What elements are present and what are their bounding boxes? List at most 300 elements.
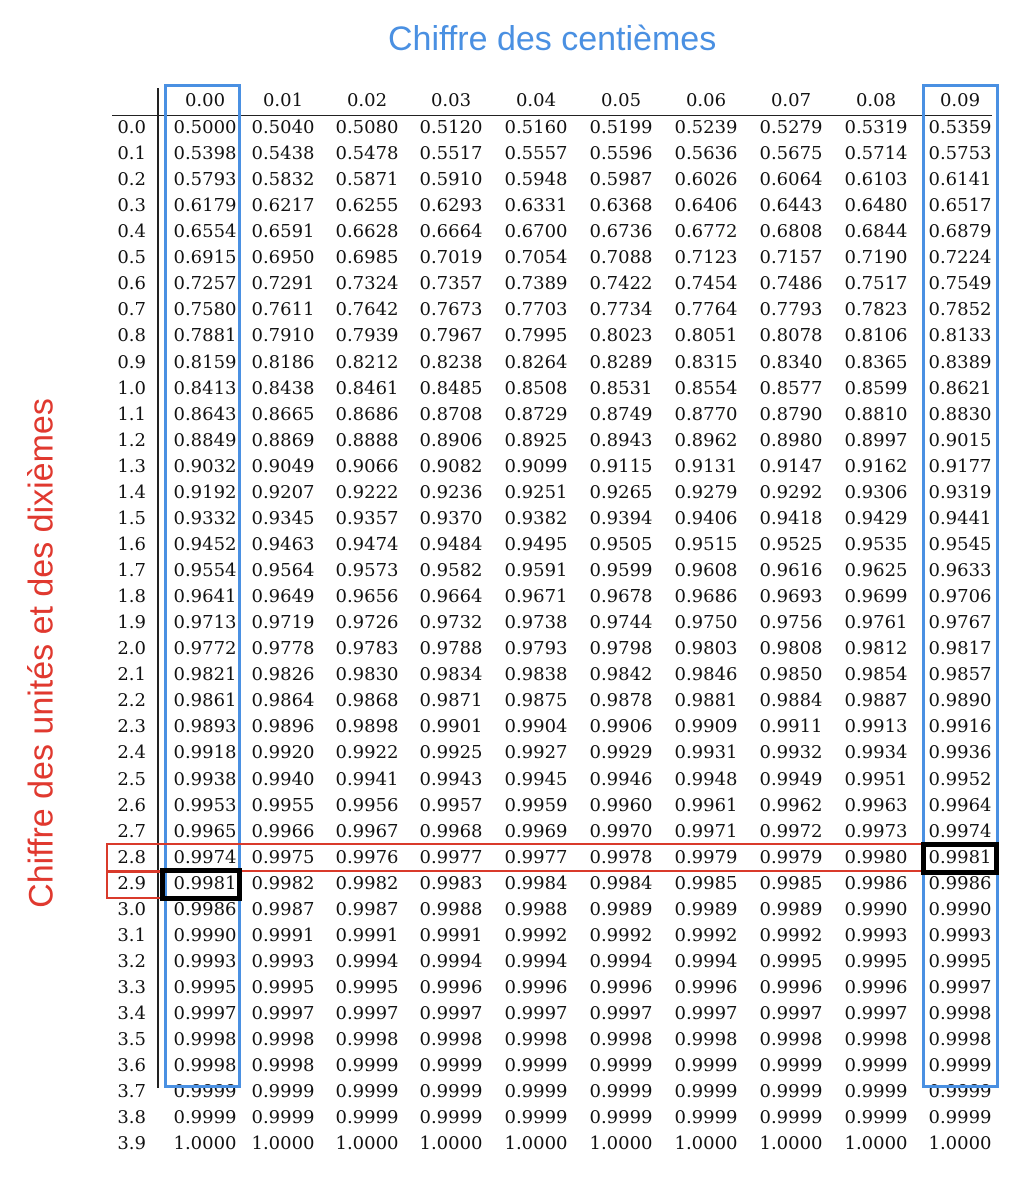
table-cell: 0.9991 [419, 924, 483, 946]
table-cell: 0.9999 [759, 1081, 823, 1103]
table-cell: 0.8389 [928, 351, 992, 373]
table-cell: 0.9998 [759, 1029, 823, 1051]
column-header: 0.07 [770, 90, 812, 111]
table-cell: 0.9793 [504, 638, 568, 660]
table-cell: 0.9961 [674, 794, 738, 816]
row-label: 1.9 [117, 612, 146, 634]
table-cell: 0.9564 [251, 560, 315, 582]
table-cell: 0.5120 [419, 117, 483, 138]
table-cell: 0.9959 [504, 794, 568, 816]
table-cell: 0.9868 [335, 690, 399, 712]
table-cell: 0.9808 [759, 638, 823, 660]
table-cell: 0.8315 [674, 351, 738, 373]
table-cell: 0.9989 [589, 898, 653, 920]
table-cell: 0.9599 [589, 560, 653, 582]
row-label: 2.2 [117, 690, 146, 712]
table-cell: 0.9936 [928, 742, 992, 764]
table-cell: 0.6179 [173, 195, 237, 217]
table-cell: 0.9370 [419, 507, 483, 529]
table-cell: 0.8790 [759, 403, 823, 425]
table-cell: 0.7764 [674, 299, 738, 321]
table-cell: 0.9995 [335, 976, 399, 998]
column-axis-title: Chiffre des centièmes [388, 20, 717, 58]
table-cell: 0.9982 [251, 872, 315, 894]
table-cell: 0.8365 [844, 351, 908, 373]
table-cell: 0.9495 [504, 533, 568, 555]
table-cell: 0.9983 [419, 872, 483, 894]
row-label: 2.1 [117, 664, 146, 686]
table-cell: 0.9236 [419, 481, 483, 503]
table-cell: 0.9830 [335, 664, 399, 686]
table-cell: 0.9817 [928, 638, 992, 660]
table-cell: 0.9998 [173, 1055, 237, 1077]
table-cell: 0.8830 [928, 403, 992, 425]
table-cell: 0.6554 [173, 221, 237, 243]
table-cell: 0.9970 [589, 820, 653, 842]
column-header: 0.06 [685, 90, 727, 111]
table-cell: 0.6808 [759, 221, 823, 243]
table-cell: 0.9963 [844, 794, 908, 816]
table-cell: 0.9985 [759, 872, 823, 894]
table-cell: 0.5040 [251, 117, 315, 138]
table-cell: 0.9997 [251, 1003, 315, 1025]
row-label: 3.8 [117, 1107, 146, 1129]
table-cell: 0.9901 [419, 716, 483, 738]
highlight-column-0-00 [164, 84, 241, 1088]
table-cell: 0.9834 [419, 664, 483, 686]
table-cell: 0.9999 [504, 1107, 568, 1129]
table-cell: 0.8264 [504, 351, 568, 373]
table-cell: 0.9319 [928, 481, 992, 503]
table-cell: 0.9656 [335, 586, 399, 608]
table-cell: 0.9973 [844, 820, 908, 842]
table-cell: 0.9996 [759, 976, 823, 998]
table-cell: 0.9975 [251, 846, 315, 868]
row-label: 0.0 [117, 117, 146, 138]
table-cell: 0.9999 [928, 1107, 992, 1129]
table-cell: 0.9713 [173, 612, 237, 634]
table-cell: 0.9999 [335, 1081, 399, 1103]
table-cell: 0.7967 [419, 325, 483, 347]
table-cell: 0.9015 [928, 429, 992, 451]
table-cell: 0.9996 [589, 976, 653, 998]
table-cell: 0.9099 [504, 455, 568, 477]
table-cell: 0.9967 [335, 820, 399, 842]
table-cell: 0.9846 [674, 664, 738, 686]
table-cell: 0.9842 [589, 664, 653, 686]
table-cell: 0.8023 [589, 325, 653, 347]
column-header: 0.03 [430, 90, 472, 111]
table-cell: 0.9803 [674, 638, 738, 660]
table-cell: 1.0000 [928, 1133, 992, 1155]
table-cell: 1.0000 [419, 1133, 483, 1155]
table-cell: 0.9641 [173, 586, 237, 608]
table-cell: 0.9999 [674, 1081, 738, 1103]
table-cell: 0.9452 [173, 533, 237, 555]
table-cell: 0.8186 [251, 351, 315, 373]
table-cell: 0.9812 [844, 638, 908, 660]
table-cell: 0.9999 [844, 1055, 908, 1077]
table-cell: 0.9993 [251, 950, 315, 972]
table-cell: 0.9978 [589, 846, 653, 868]
table-cell: 0.9999 [419, 1107, 483, 1129]
table-cell: 0.9989 [674, 898, 738, 920]
table-cell: 0.9826 [251, 664, 315, 686]
table-cell: 0.9177 [928, 455, 992, 477]
table-cell: 0.9922 [335, 742, 399, 764]
table-cell: 0.6293 [419, 195, 483, 217]
table-cell: 0.9875 [504, 690, 568, 712]
table-cell: 0.6664 [419, 221, 483, 243]
table-cell: 0.7486 [759, 273, 823, 295]
column-header: 0.08 [855, 90, 897, 111]
table-cell: 0.9986 [173, 898, 237, 920]
table-cell: 0.8438 [251, 377, 315, 399]
row-label: 1.7 [117, 560, 146, 582]
table-cell: 0.9115 [589, 455, 653, 477]
table-cell: 0.9192 [173, 481, 237, 503]
table-cell: 0.5753 [928, 143, 992, 165]
table-cell: 0.9664 [419, 586, 483, 608]
table-cell: 0.9474 [335, 533, 399, 555]
table-cell: 0.9995 [844, 950, 908, 972]
table-cell: 0.5636 [674, 143, 738, 165]
table-cell: 0.9881 [674, 690, 738, 712]
table-cell: 0.9962 [759, 794, 823, 816]
table-cell: 0.9332 [173, 507, 237, 529]
row-axis-title: Chiffre des unités et des dixièmes [22, 398, 61, 908]
table-cell: 0.5910 [419, 169, 483, 191]
table-cell: 0.9946 [589, 768, 653, 790]
table-cell: 0.9956 [335, 794, 399, 816]
row-label: 0.5 [117, 247, 146, 269]
table-cell: 0.9999 [844, 1081, 908, 1103]
table-cell: 0.9726 [335, 612, 399, 634]
table-cell: 0.8997 [844, 429, 908, 451]
table-cell: 0.9887 [844, 690, 908, 712]
table-cell: 0.9505 [589, 533, 653, 555]
table-cell: 0.9988 [504, 898, 568, 920]
table-cell: 0.7257 [173, 273, 237, 295]
row-label: 1.0 [117, 377, 146, 399]
table-cell: 0.9582 [419, 560, 483, 582]
row-label: 3.9 [117, 1133, 146, 1155]
table-cell: 0.9671 [504, 586, 568, 608]
table-cell: 0.9896 [251, 716, 315, 738]
table-cell: 0.6915 [173, 247, 237, 269]
row-axis-title-wrapper [0, 0, 80, 1186]
table-cell: 0.9997 [335, 1003, 399, 1025]
table-cell: 0.5557 [504, 143, 568, 165]
table-cell: 0.6103 [844, 169, 908, 191]
table-cell: 0.9999 [844, 1107, 908, 1129]
table-cell: 0.9990 [844, 898, 908, 920]
table-cell: 0.7549 [928, 273, 992, 295]
table-cell: 0.9955 [251, 794, 315, 816]
table-cell: 0.9999 [251, 1081, 315, 1103]
highlight-cell-2-8-0-09 [921, 842, 999, 875]
table-cell: 0.9162 [844, 455, 908, 477]
row-label: 1.3 [117, 455, 146, 477]
table-cell: 0.7054 [504, 247, 568, 269]
table-cell: 0.6591 [251, 221, 315, 243]
table-cell: 0.8943 [589, 429, 653, 451]
table-cell: 0.9998 [335, 1029, 399, 1051]
table-cell: 0.5438 [251, 143, 315, 165]
table-cell: 0.9484 [419, 533, 483, 555]
table-cell: 1.0000 [844, 1133, 908, 1155]
table-cell: 0.9999 [173, 1081, 237, 1103]
table-cell: 0.8078 [759, 325, 823, 347]
table-cell: 0.9996 [419, 976, 483, 998]
table-cell: 0.9906 [589, 716, 653, 738]
table-cell: 0.6950 [251, 247, 315, 269]
highlight-column-0-09 [922, 84, 999, 1088]
table-cell: 0.9972 [759, 820, 823, 842]
table-cell: 0.7939 [335, 325, 399, 347]
row-label: 1.4 [117, 481, 146, 503]
table-cell: 0.9998 [844, 1029, 908, 1051]
table-cell: 0.9994 [504, 950, 568, 972]
table-cell: 0.5239 [674, 117, 738, 138]
table-cell: 0.9952 [928, 768, 992, 790]
table-cell: 0.9994 [419, 950, 483, 972]
table-cell: 0.9985 [674, 872, 738, 894]
table-cell: 0.9966 [251, 820, 315, 842]
table-cell: 0.9974 [928, 820, 992, 842]
table-cell: 1.0000 [335, 1133, 399, 1155]
table-cell: 0.6064 [759, 169, 823, 191]
table-cell: 0.5000 [173, 117, 237, 138]
table-cell: 0.8289 [589, 351, 653, 373]
table-cell: 0.9997 [928, 976, 992, 998]
table-cell: 0.9821 [173, 664, 237, 686]
table-cell: 0.9995 [251, 976, 315, 998]
table-cell: 0.9949 [759, 768, 823, 790]
table-cell: 0.6443 [759, 195, 823, 217]
table-cell: 0.7088 [589, 247, 653, 269]
table-cell: 0.9904 [504, 716, 568, 738]
table-cell: 0.7224 [928, 247, 992, 269]
table-cell: 0.8238 [419, 351, 483, 373]
table-cell: 0.8686 [335, 403, 399, 425]
table-cell: 0.8665 [251, 403, 315, 425]
row-label: 1.5 [117, 507, 146, 529]
table-cell: 0.9878 [589, 690, 653, 712]
table-cell: 0.9953 [173, 794, 237, 816]
table-cell: 0.9573 [335, 560, 399, 582]
table-cell: 0.9999 [419, 1055, 483, 1077]
table-cell: 0.8643 [173, 403, 237, 425]
table-cell: 0.9345 [251, 507, 315, 529]
table-cell: 0.7389 [504, 273, 568, 295]
highlight-cell-2-9-0-00 [160, 868, 242, 901]
table-cell: 0.9999 [589, 1107, 653, 1129]
table-cell: 0.6255 [335, 195, 399, 217]
table-cell: 0.9999 [928, 1055, 992, 1077]
table-cell: 0.9980 [844, 846, 908, 868]
table-cell: 0.9279 [674, 481, 738, 503]
table-cell: 0.9857 [928, 664, 992, 686]
table-cell: 0.9994 [589, 950, 653, 972]
table-cell: 0.7734 [589, 299, 653, 321]
table-cell: 0.8508 [504, 377, 568, 399]
table-cell: 0.5793 [173, 169, 237, 191]
table-cell: 0.9999 [251, 1107, 315, 1129]
table-cell: 0.8159 [173, 351, 237, 373]
table-cell: 0.9032 [173, 455, 237, 477]
table-cell: 0.9965 [173, 820, 237, 842]
table-cell: 0.9591 [504, 560, 568, 582]
row-label: 2.7 [117, 820, 146, 842]
table-cell: 0.9987 [335, 898, 399, 920]
table-cell: 0.9916 [928, 716, 992, 738]
table-cell: 0.9999 [173, 1107, 237, 1129]
table-cell: 0.9898 [335, 716, 399, 738]
table-cell: 0.6217 [251, 195, 315, 217]
table-cell: 0.7123 [674, 247, 738, 269]
table-cell: 0.9995 [173, 976, 237, 998]
table-cell: 0.8962 [674, 429, 738, 451]
column-header: 0.04 [515, 90, 557, 111]
table-cell: 0.5675 [759, 143, 823, 165]
table-cell: 0.9772 [173, 638, 237, 660]
table-cell: 0.9987 [251, 898, 315, 920]
table-cell: 0.9997 [504, 1003, 568, 1025]
table-cell: 0.9649 [251, 586, 315, 608]
table-cell: 0.9979 [674, 846, 738, 868]
table-cell: 0.9991 [335, 924, 399, 946]
table-cell: 0.9971 [674, 820, 738, 842]
table-cell: 0.8531 [589, 377, 653, 399]
table-cell: 0.7454 [674, 273, 738, 295]
table-cell: 0.7793 [759, 299, 823, 321]
row-label: 2.5 [117, 768, 146, 790]
table-cell: 0.5199 [589, 117, 653, 138]
table-cell: 0.8729 [504, 403, 568, 425]
table-cell: 0.9943 [419, 768, 483, 790]
table-cell: 1.0000 [674, 1133, 738, 1155]
table-cell: 0.8770 [674, 403, 738, 425]
table-cell: 0.5160 [504, 117, 568, 138]
table-cell: 0.9934 [844, 742, 908, 764]
table-cell: 0.8212 [335, 351, 399, 373]
table-cell: 0.9984 [589, 872, 653, 894]
table-cell: 0.9864 [251, 690, 315, 712]
table-cell: 0.9999 [928, 1081, 992, 1103]
table-cell: 0.7157 [759, 247, 823, 269]
table-cell: 0.9463 [251, 533, 315, 555]
table-cell: 0.7852 [928, 299, 992, 321]
table-cell: 0.9222 [335, 481, 399, 503]
table-cell: 0.9932 [759, 742, 823, 764]
table-cell: 0.9719 [251, 612, 315, 634]
table-cell: 0.9988 [419, 898, 483, 920]
table-cell: 0.9798 [589, 638, 653, 660]
table-cell: 0.9394 [589, 507, 653, 529]
row-label: 2.9 [117, 872, 146, 894]
table-cell: 0.7910 [251, 325, 315, 347]
table-cell: 0.7611 [251, 299, 315, 321]
table-cell: 0.8925 [504, 429, 568, 451]
table-cell: 0.9699 [844, 586, 908, 608]
table-cell: 0.9788 [419, 638, 483, 660]
table-cell: 0.9997 [589, 1003, 653, 1025]
table-cell: 0.9989 [759, 898, 823, 920]
table-cell: 0.9147 [759, 455, 823, 477]
table-cell: 0.8708 [419, 403, 483, 425]
table-cell: 0.9951 [844, 768, 908, 790]
table-cell: 0.7673 [419, 299, 483, 321]
row-label: 2.8 [117, 846, 146, 868]
table-cell: 0.8577 [759, 377, 823, 399]
table-cell: 0.9429 [844, 507, 908, 529]
table-cell: 0.9981 [928, 846, 992, 868]
table-cell: 0.9992 [504, 924, 568, 946]
row-label: 1.8 [117, 586, 146, 608]
table-cell: 0.9441 [928, 507, 992, 529]
table-cell: 0.9744 [589, 612, 653, 634]
table-cell: 0.9251 [504, 481, 568, 503]
table-cell: 0.8749 [589, 403, 653, 425]
table-cell: 0.9997 [844, 1003, 908, 1025]
table-cell: 0.8888 [335, 429, 399, 451]
table-cell: 0.9994 [335, 950, 399, 972]
table-cell: 0.9986 [844, 872, 908, 894]
row-label: 3.7 [117, 1081, 146, 1103]
table-cell: 0.9931 [674, 742, 738, 764]
table-cell: 0.9633 [928, 560, 992, 582]
table-cell: 0.9977 [504, 846, 568, 868]
table-cell: 0.9997 [173, 1003, 237, 1025]
table-cell: 0.9783 [335, 638, 399, 660]
table-cell: 0.9616 [759, 560, 823, 582]
table-cell: 0.5871 [335, 169, 399, 191]
table-cell: 0.8106 [844, 325, 908, 347]
table-cell: 0.9999 [335, 1107, 399, 1129]
table-cell: 0.9990 [928, 898, 992, 920]
table-cell: 0.7703 [504, 299, 568, 321]
table-cell: 0.7642 [335, 299, 399, 321]
table-cell: 0.8340 [759, 351, 823, 373]
table-cell: 0.5596 [589, 143, 653, 165]
table-cell: 0.5359 [928, 117, 992, 138]
row-label: 3.5 [117, 1029, 146, 1051]
table-cell: 0.6700 [504, 221, 568, 243]
table-cell: 0.8621 [928, 377, 992, 399]
table-cell: 0.5478 [335, 143, 399, 165]
table-cell: 0.9890 [928, 690, 992, 712]
table-cell: 0.9999 [419, 1081, 483, 1103]
table-cell: 0.7291 [251, 273, 315, 295]
table-cell: 0.9920 [251, 742, 315, 764]
table-cell: 0.9997 [759, 1003, 823, 1025]
table-cell: 0.8980 [759, 429, 823, 451]
table-cell: 0.9995 [759, 950, 823, 972]
table-cell: 0.9976 [335, 846, 399, 868]
column-header: 0.02 [346, 90, 388, 111]
table-cell: 0.7357 [419, 273, 483, 295]
table-cell: 0.9927 [504, 742, 568, 764]
table-cell: 0.9999 [759, 1055, 823, 1077]
row-label: 2.0 [117, 638, 146, 660]
table-cell: 0.9993 [173, 950, 237, 972]
table-cell: 0.9854 [844, 664, 908, 686]
table-cell: 0.6331 [504, 195, 568, 217]
table-cell: 0.9998 [251, 1029, 315, 1051]
table-cell: 0.9545 [928, 533, 992, 555]
table-cell: 0.9515 [674, 533, 738, 555]
